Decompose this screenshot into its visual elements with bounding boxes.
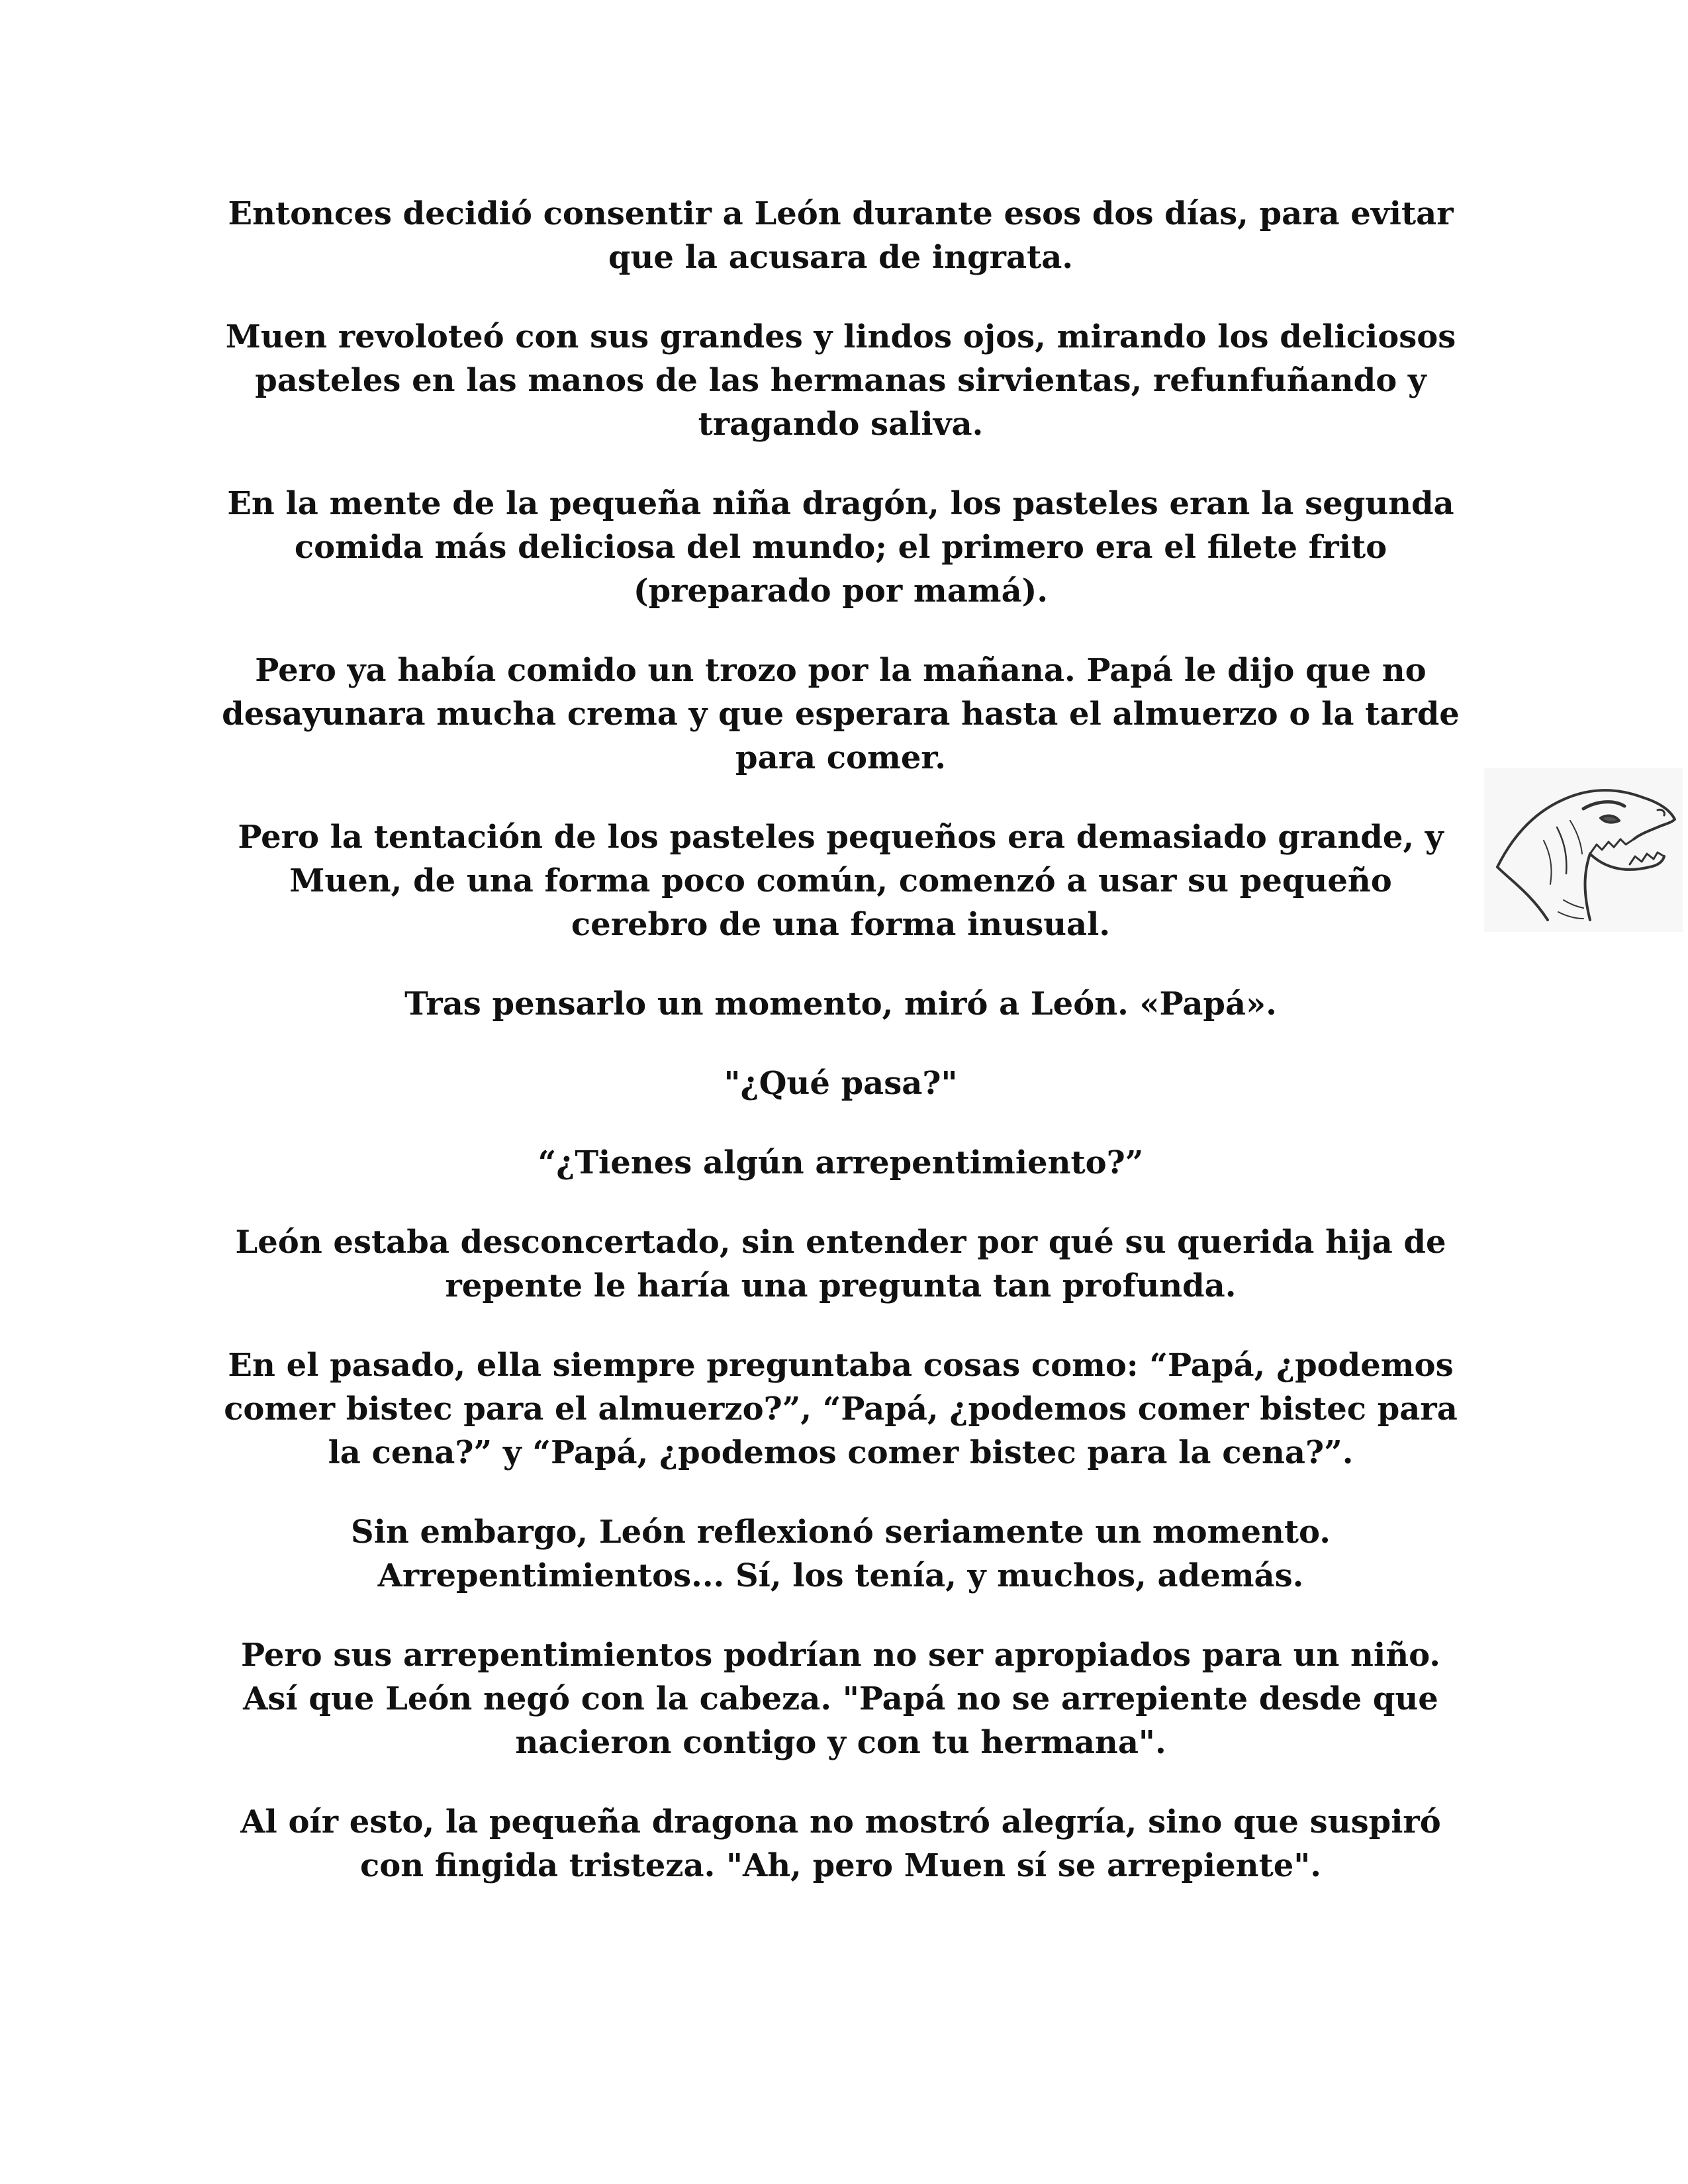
paragraph: Sin embargo, León reflexionó seriamente un momento. Arrepentimientos... Sí, los tenía, y muchos, además. [351, 1514, 1331, 1594]
paragraph: "¿Qué pasa?" [724, 1065, 958, 1102]
paragraph: Pero sus arrepentimientos podrían no ser apropiados para un niño. Así que León negó con la cabeza. "Papá no se arrepiente desde que nacieron contigo y con tu hermana". [241, 1637, 1440, 1761]
paragraph: Muen revoloteó con sus grandes y lindos ojos, mirando los deliciosos pasteles en las manos de las hermanas sirvientas, refunfuñando y tragando saliva. [225, 318, 1456, 443]
paragraph: Pero la tentación de los pasteles pequeños era demasiado grande, y Muen, de una forma poco común, comenzó a usar su pequeño cerebro de una forma inusual. [238, 819, 1444, 943]
paragraph: En la mente de la pequeña niña dragón, los pasteles eran la segunda comida más deliciosa del mundo; el primero era el filete frito (preparado por mamá). [227, 485, 1454, 610]
paragraph: Al oír esto, la pequeña dragona no mostró alegría, sino que suspiró con fingida tristeza. "Ah, pero Muen sí se arrepiente". [240, 1803, 1441, 1884]
paragraph: Entonces decidió consentir a León durante esos dos días, para evitar que la acusara de ingrata. [228, 195, 1454, 276]
dinosaur-head-sketch-icon [1484, 768, 1683, 932]
paragraph: Tras pensarlo un momento, miró a León. «Papá». [404, 985, 1277, 1023]
paragraph: “¿Tienes algún arrepentimiento?” [538, 1144, 1144, 1181]
paragraph: En el pasado, ella siempre preguntaba cosas como: “Papá, ¿podemos comer bistec para el almuerzo?”, “Papá, ¿podemos comer bistec para la cena?” y “Papá, ¿podemos comer bistec para la cena?”. [224, 1347, 1458, 1471]
paragraph: León estaba desconcertado, sin entender por qué su querida hija de repente le haría una pregunta tan profunda. [235, 1224, 1446, 1304]
paragraph: Pero ya había comido un trozo por la mañana. Papá le dijo que no desayunara mucha crema y que esperara hasta el almuerzo o la tarde para comer. [222, 652, 1460, 776]
body-text [218, 192, 1463, 1888]
